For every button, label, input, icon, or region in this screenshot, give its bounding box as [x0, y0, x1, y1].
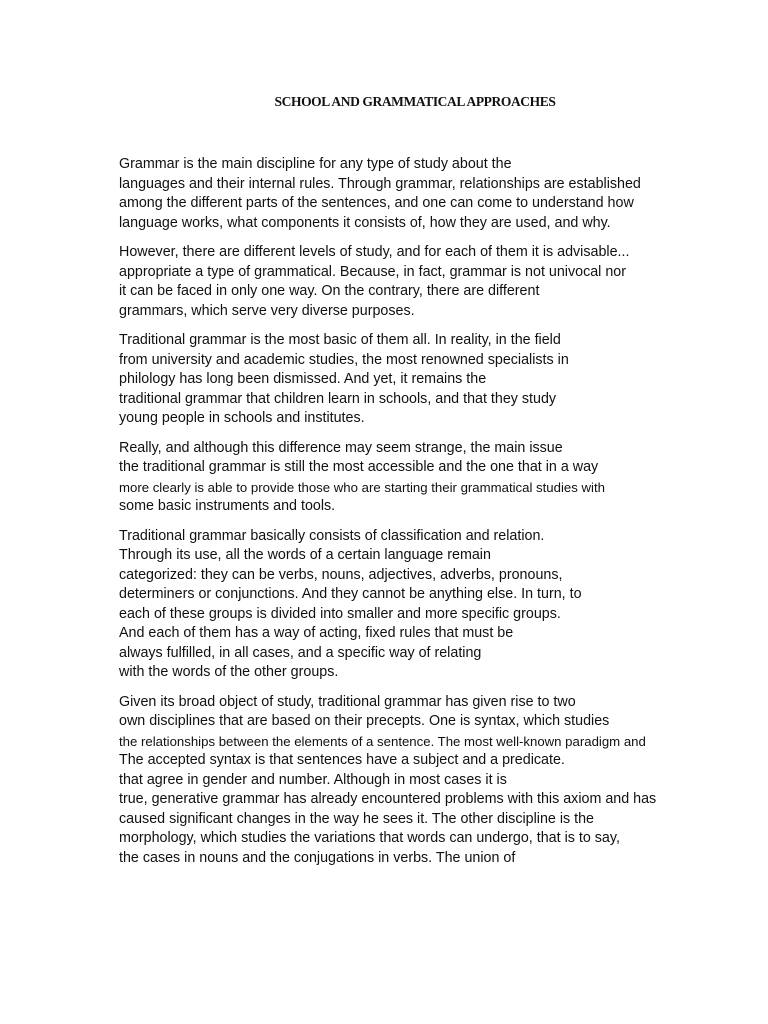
text-line: grammars, which serve very diverse purposes.: [119, 302, 415, 319]
text-line: that agree in gender and number. Although in most cases it is: [119, 771, 507, 788]
paragraph: [119, 693, 719, 869]
paragraph: [119, 527, 719, 683]
text-line: the cases in nouns and the conjugations in verbs. The union of: [119, 849, 516, 866]
paragraph: [119, 439, 719, 517]
text-line: Through its use, all the words of a certain language remain: [119, 547, 491, 563]
text-line: traditional grammar that children learn in schools, and that they study: [119, 390, 557, 407]
text-line: young people in schools and institutes.: [119, 410, 365, 426]
text-line: appropriate a type of grammatical. Because, in fact, grammar is not univocal nor: [119, 263, 626, 280]
text-line: the relationships between the elements of a sentence. The most well-known paradigm and: [119, 733, 646, 749]
text-line: Traditional grammar is the most basic of them all. In reality, in the field: [119, 332, 561, 348]
document-body: [119, 155, 719, 878]
text-line: The accepted syntax is that sentences have a subject and a predicate.: [119, 752, 565, 768]
text-line: among the different parts of the sentences, and one can come to understand how: [119, 195, 634, 211]
text-line: Given its broad object of study, traditional grammar has given rise to two: [119, 693, 576, 710]
text-line: philology has long been dismissed. And yet, it remains the: [119, 371, 487, 387]
text-line: language works, what components it consists of, how they are used, and why.: [119, 214, 611, 231]
text-line: Traditional grammar basically consists of classification and relation.: [119, 527, 545, 544]
text-line: caused significant changes in the way he sees it. The other discipline is the: [119, 810, 594, 827]
text-line: the traditional grammar is still the most accessible and the one that in a way: [119, 459, 599, 475]
text-line: categorized: they can be verbs, nouns, adjectives, adverbs, pronouns,: [119, 566, 563, 583]
text-line: Really, and although this difference may seem strange, the main issue: [119, 439, 563, 456]
text-line: morphology, which studies the variations that words can undergo, that is to say,: [119, 830, 620, 846]
text-line: true, generative grammar has already encountered problems with this axiom and has: [119, 791, 657, 807]
text-line: from university and academic studies, the most renowned specialists in: [119, 351, 569, 368]
text-line: languages and their internal rules. Through grammar, relationships are established: [119, 175, 641, 192]
page-title: SCHOOL AND GRAMMATICAL APPROACHES: [274, 94, 556, 109]
paragraph: [119, 243, 719, 321]
text-line: own disciplines that are based on their precepts. One is syntax, which studies: [119, 713, 610, 729]
text-line: However, there are different levels of study, and for each of them it is advisable...: [119, 244, 630, 260]
paragraph: [119, 331, 719, 429]
text-line: each of these groups is divided into smaller and more specific groups.: [119, 605, 561, 622]
text-line: always fulfilled, in all cases, and a specific way of relating: [119, 644, 482, 661]
text-line: more clearly is able to provide those who are starting their grammatical studies with: [119, 479, 605, 495]
paragraph: [119, 155, 719, 233]
text-line: some basic instruments and tools.: [119, 498, 336, 514]
text-line: with the words of the other groups.: [119, 664, 339, 680]
text-line: determiners or conjunctions. And they cannot be anything else. In turn, to: [119, 586, 582, 602]
text-line: Grammar is the main discipline for any type of study about the: [119, 156, 512, 172]
text-line: And each of them has a way of acting, fixed rules that must be: [119, 625, 514, 641]
text-line: it can be faced in only one way. On the contrary, there are different: [119, 283, 540, 299]
